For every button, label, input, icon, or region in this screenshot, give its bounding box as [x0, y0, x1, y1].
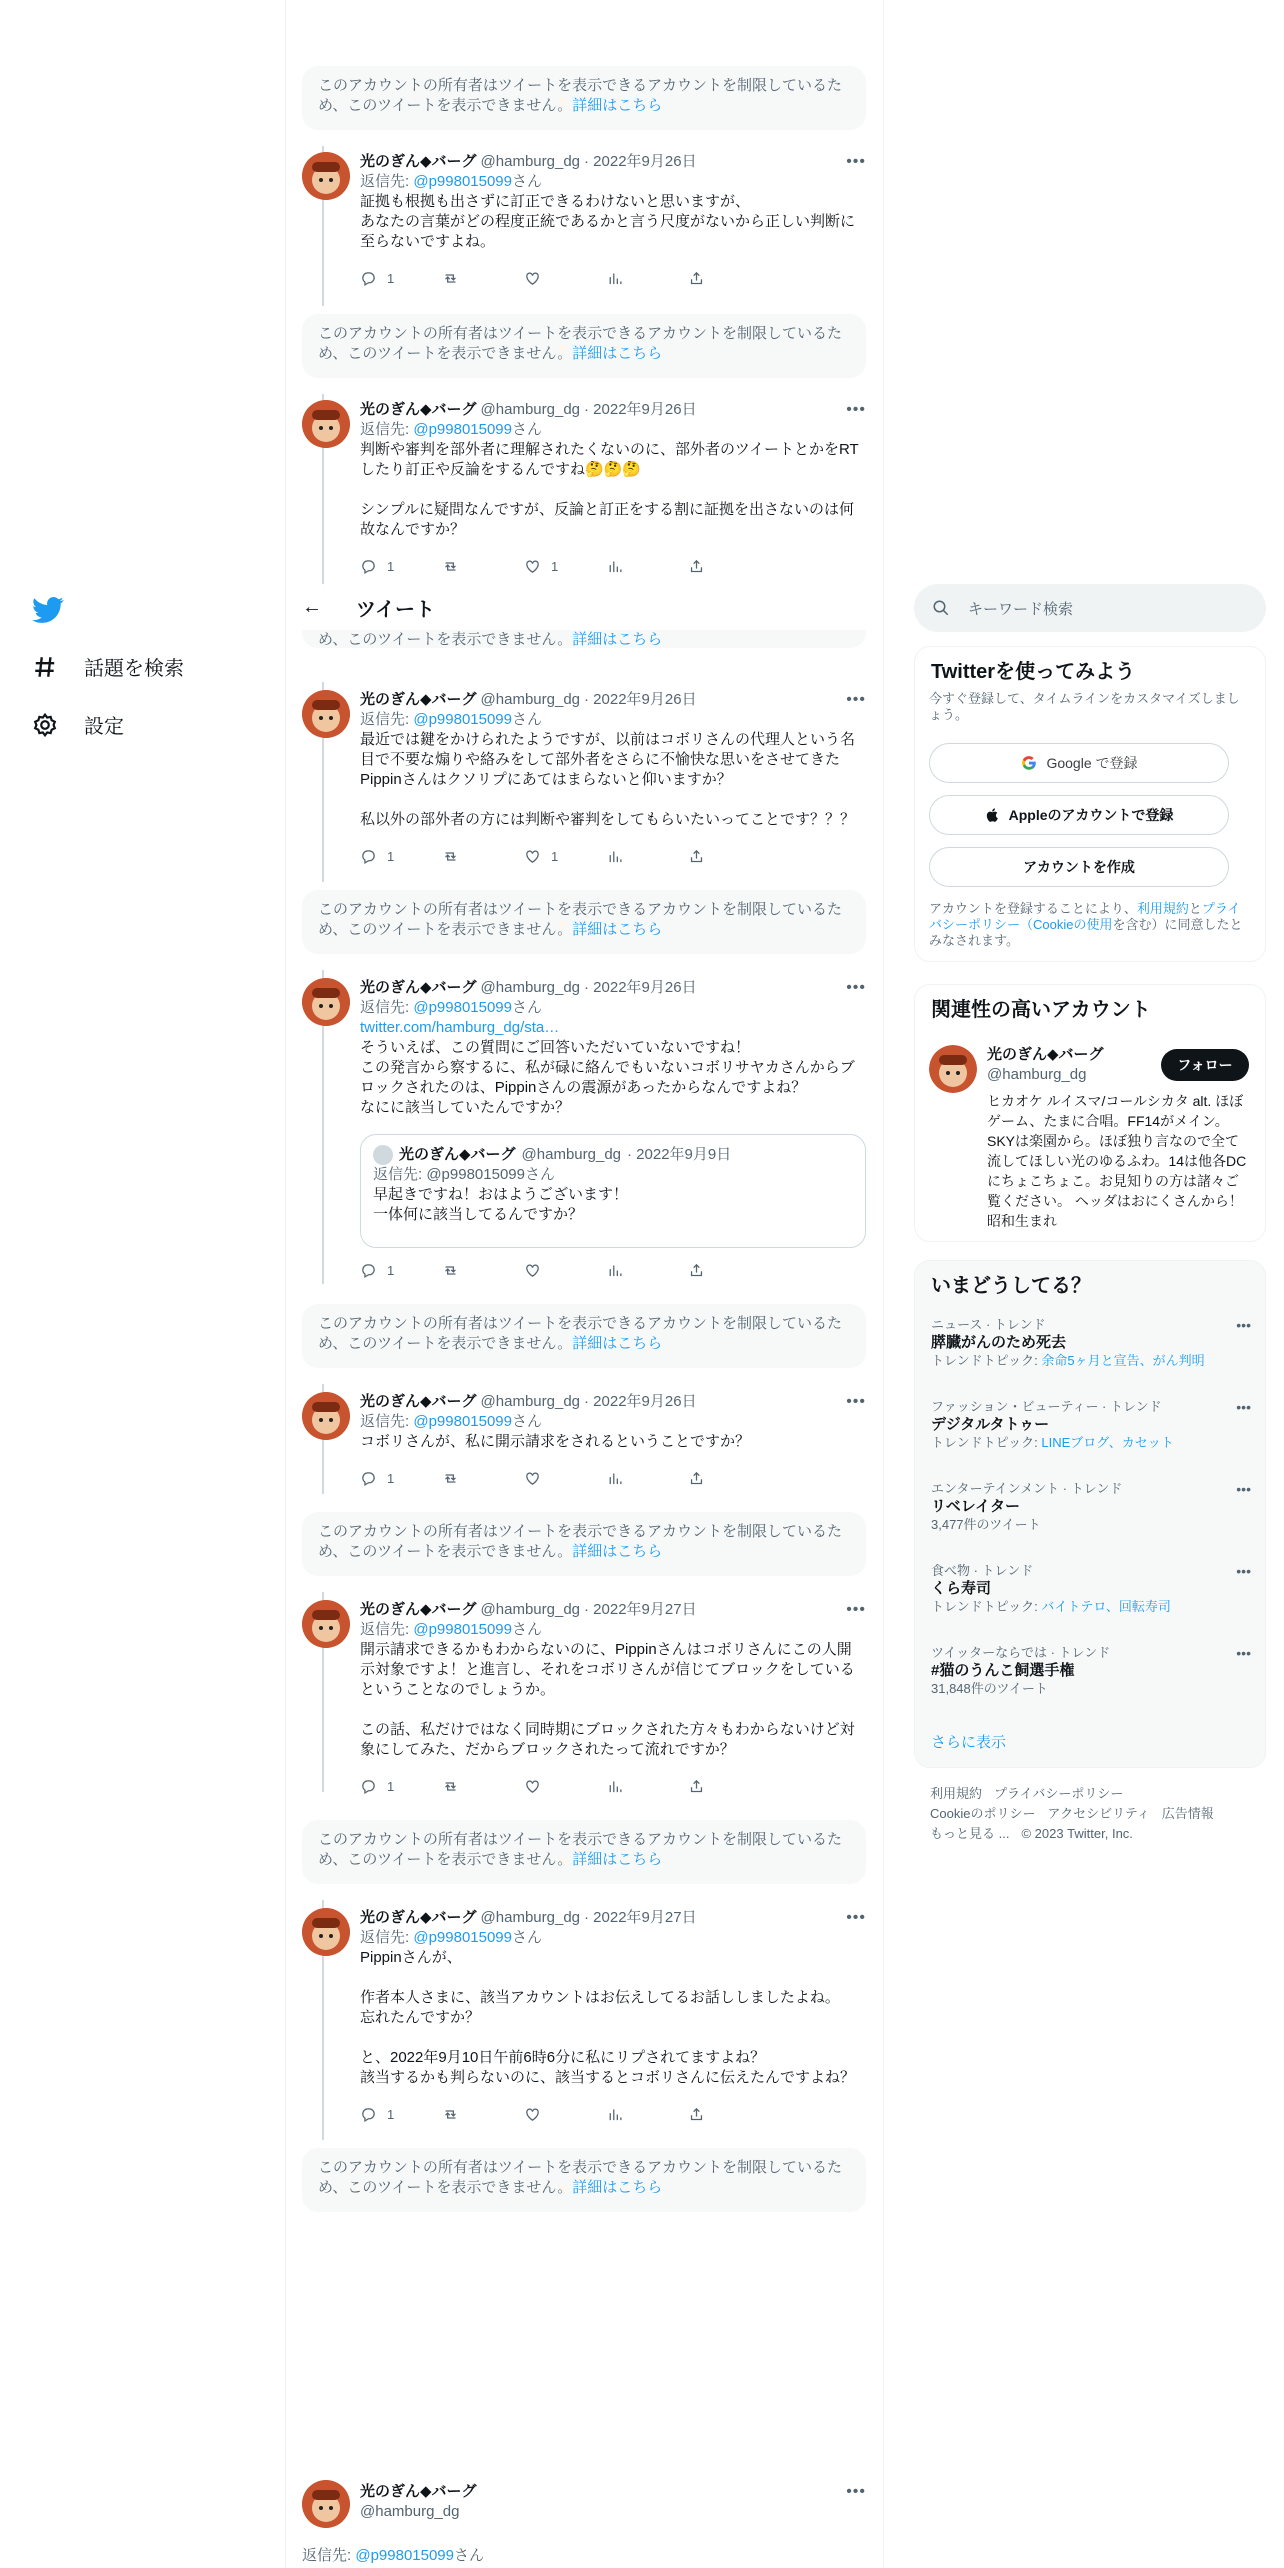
- reply-to: 返信先: @p998015099さん: [360, 1413, 543, 1430]
- retweet-icon: [442, 270, 459, 287]
- retweet-icon: [442, 2106, 459, 2123]
- tweet[interactable]: [302, 1600, 866, 1794]
- author-name[interactable]: 光のぎん◆バーグ: [360, 691, 477, 708]
- quote-date: · 2022年9月9日: [627, 1146, 732, 1163]
- tweet-date[interactable]: · 2022年9月26日: [584, 401, 697, 418]
- avatar[interactable]: [929, 1045, 977, 1093]
- footer-terms[interactable]: 利用規約: [930, 1786, 983, 1801]
- author-handle[interactable]: @hamburg_dg: [480, 401, 581, 418]
- signup-terms: アカウントを登録することにより、利用規約とプライバシーポリシー（Cookieの使用を含む）に同意したとみなされます。: [929, 901, 1243, 948]
- back-arrow-icon[interactable]: ←: [302, 595, 322, 618]
- follow-button[interactable]: フォロー: [1161, 1049, 1249, 1081]
- share-button[interactable]: [688, 268, 770, 288]
- more-icon[interactable]: •••: [1236, 1563, 1251, 1579]
- retweet-button[interactable]: [442, 1260, 524, 1280]
- chart-icon: [606, 1778, 623, 1795]
- quote-avatar: [373, 1145, 393, 1165]
- trends-card: [914, 1260, 1266, 1768]
- retweet-button[interactable]: [442, 1776, 524, 1796]
- retweet-button[interactable]: [442, 846, 524, 866]
- left-navigation: [0, 588, 284, 738]
- footer-copyright: © 2023 Twitter, Inc.: [1021, 1826, 1133, 1841]
- tweet-body: [360, 152, 866, 286]
- retweet-button[interactable]: [442, 268, 524, 288]
- footer-accessibility[interactable]: アクセシビリティ: [1047, 1806, 1150, 1821]
- reply-icon: [360, 1262, 377, 1279]
- footer-cookie[interactable]: Cookieのポリシー: [930, 1806, 1036, 1821]
- views-button[interactable]: [606, 846, 688, 866]
- author-name[interactable]: 光のぎん◆バーグ: [360, 1393, 477, 1410]
- chart-icon: [606, 1262, 623, 1279]
- like-button[interactable]: [524, 1776, 606, 1796]
- signup-desc: 今すぐ登録して、タイムラインをカスタマイズしましょう。: [929, 691, 1240, 722]
- share-button[interactable]: [688, 1776, 770, 1796]
- reply-to: 返信先: @p998015099さん: [360, 711, 543, 728]
- mention-link[interactable]: @p998015099: [413, 1413, 512, 1430]
- reply-to: 返信先: @p998015099さん: [360, 1929, 543, 1946]
- learn-more-link[interactable]: 詳細はこちら: [572, 2179, 663, 2196]
- author-handle[interactable]: @hamburg_dg: [480, 1909, 581, 1926]
- share-icon: [688, 270, 705, 287]
- retweet-icon: [442, 1778, 459, 1795]
- right-column-divider: [883, 0, 884, 2568]
- reply-to: 返信先: @p998015099さん: [360, 999, 543, 1016]
- author-handle[interactable]: @hamburg_dg: [360, 2503, 460, 2520]
- show-more-link[interactable]: さらに表示: [931, 1734, 1007, 1751]
- share-button[interactable]: [688, 1260, 770, 1280]
- avatar[interactable]: [302, 690, 350, 738]
- mention-link[interactable]: @p998015099: [355, 2547, 454, 2564]
- views-button[interactable]: [606, 2104, 688, 2124]
- tweet-text: Pippinさんが、 作者本人さまに、該当アカウントはお伝えしてるお話ししましたよね。 忘れたんですか？ と、2022年9月10日午前6時6分に私にリプされてますよね？ 該当するかも判らないのに、該当するとコボリさんに伝えたんですよね？: [360, 1949, 856, 2086]
- tweet-actions: [360, 1260, 790, 1280]
- tweet-text: コボリさんが、私に開示請求をされるということですか？: [360, 1433, 751, 1450]
- avatar[interactable]: [302, 152, 350, 200]
- avatar[interactable]: [302, 400, 350, 448]
- reply-button[interactable]: 1: [360, 846, 442, 866]
- reply-icon: [360, 1778, 377, 1795]
- share-icon: [688, 848, 705, 865]
- author-name[interactable]: 光のぎん◆バーグ: [360, 1601, 477, 1618]
- tweet-text: 判断や審判を部外者に理解されたくないのに、部外者のツイートとかをRTしたり訂正や反論をするんですね🤔🤔🤔 シンプルに疑問なんですが、反論と訂正をする割に証拠を出さないのは何故なんですか？: [360, 441, 859, 538]
- tweet-body: [360, 1392, 866, 1486]
- views-button[interactable]: [606, 556, 688, 576]
- tweet-actions: [360, 2104, 790, 2124]
- avatar[interactable]: [302, 1600, 350, 1648]
- heart-icon: [524, 270, 541, 287]
- restricted-notice: このアカウントの所有者はツイートを表示できるアカウントを制限しているため、このツイートを表示できません。詳細はこちら: [302, 1304, 866, 1368]
- page-header: [286, 584, 882, 630]
- tweet-date[interactable]: · 2022年9月27日: [584, 1601, 697, 1618]
- tweet[interactable]: [302, 152, 866, 292]
- tweet-date[interactable]: · 2022年9月26日: [584, 691, 697, 708]
- avatar[interactable]: [302, 1908, 350, 1956]
- reply-button[interactable]: 1: [360, 1776, 442, 1796]
- tweet-body: [360, 1908, 866, 2122]
- reply-button[interactable]: 1: [360, 556, 442, 576]
- google-signup-button[interactable]: Google で登録: [929, 743, 1229, 783]
- like-button[interactable]: [524, 2104, 606, 2124]
- author-handle[interactable]: @hamburg_dg: [480, 691, 581, 708]
- author-handle[interactable]: @hamburg_dg: [480, 1393, 581, 1410]
- chart-icon: [606, 2106, 623, 2123]
- apple-signup-button[interactable]: Appleのアカウントで登録: [929, 795, 1229, 835]
- footer-more[interactable]: もっと見る ...: [930, 1826, 1010, 1841]
- chart-icon: [606, 270, 623, 287]
- like-button[interactable]: 1: [524, 556, 606, 576]
- quoted-tweet[interactable]: [360, 1134, 866, 1248]
- related-handle[interactable]: @hamburg_dg: [987, 1066, 1087, 1083]
- reply-button[interactable]: 1: [360, 2104, 442, 2124]
- like-button[interactable]: [524, 268, 606, 288]
- restricted-notice: このアカウントの所有者はツイートを表示できるアカウントを制限しているため、このツイートを表示できません。詳細はこちら: [302, 1512, 866, 1576]
- more-icon[interactable]: •••: [846, 691, 866, 708]
- learn-more-link[interactable]: 詳細はこちら: [572, 921, 663, 938]
- views-button[interactable]: [606, 1776, 688, 1796]
- google-icon: [1020, 754, 1038, 772]
- create-account-button[interactable]: アカウントを作成: [929, 847, 1229, 887]
- tweet-body: [360, 400, 866, 574]
- learn-more-link[interactable]: 詳細はこちら: [572, 97, 663, 114]
- nav-settings[interactable]: [32, 710, 124, 739]
- author-name[interactable]: 光のぎん◆バーグ: [360, 979, 477, 996]
- more-icon[interactable]: •••: [1236, 1481, 1251, 1497]
- quote-author-name: 光のぎん◆バーグ: [399, 1146, 516, 1163]
- more-icon[interactable]: •••: [846, 2483, 866, 2500]
- search-input[interactable]: キーワード検索: [968, 600, 1074, 618]
- tweet-date[interactable]: · 2022年9月26日: [584, 153, 697, 170]
- reply-button[interactable]: 1: [360, 1260, 442, 1280]
- tweet[interactable]: [302, 1908, 866, 2124]
- retweet-icon: [442, 1262, 459, 1279]
- learn-more-link[interactable]: 詳細はこちら: [572, 631, 663, 648]
- quote-author-handle: @hamburg_dg: [521, 1146, 622, 1163]
- share-button[interactable]: [688, 556, 770, 576]
- related-title: 関連性の高いアカウント: [931, 999, 1151, 1021]
- reply-button[interactable]: 1: [360, 1468, 442, 1488]
- nav-settings-label: 設定: [84, 716, 124, 738]
- nav-explore-label: 話題を検索: [84, 658, 184, 680]
- trend-item[interactable]: ニュース · トレンド 膵臓がんのため死去 トレンドトピック: 余命5ヶ月と宣告、がん判明 •••: [931, 1317, 1251, 1368]
- more-icon[interactable]: •••: [1236, 1317, 1251, 1333]
- heart-icon: [524, 2106, 541, 2123]
- tweet[interactable]: [302, 690, 866, 870]
- tweet-feed: [286, 0, 882, 2568]
- retweet-button[interactable]: [442, 1468, 524, 1488]
- quote-text: 早起きですね！おはようございます！ 一体何に該当してるんですか？: [373, 1186, 629, 1223]
- author-name[interactable]: 光のぎん◆バーグ: [360, 153, 477, 170]
- footer-links: [930, 1784, 1250, 1844]
- reply-to: 返信先: @p998015099さん: [302, 2547, 485, 2564]
- signup-card: [914, 646, 1266, 962]
- reply-to: 返信先: @p998015099さん: [360, 421, 543, 438]
- tweet-actions: [360, 1776, 790, 1796]
- related-accounts-card: [914, 984, 1266, 1242]
- learn-more-link[interactable]: 詳細はこちら: [572, 345, 663, 362]
- views-button[interactable]: [606, 268, 688, 288]
- mention-link[interactable]: @p998015099: [413, 421, 512, 438]
- restricted-notice-partial: め、このツイートを表示できません。詳細はこちら: [302, 604, 866, 648]
- trend-item[interactable]: 食べ物 · トレンド くら寿司 トレンドトピック: バイトテロ、回転寿司 •••: [931, 1563, 1251, 1614]
- tweet[interactable]: [302, 400, 866, 580]
- tweet[interactable]: [302, 1392, 866, 1492]
- reply-icon: [360, 1470, 377, 1487]
- privacy-link[interactable]: プライバシーポリシー（Cookieの使用: [929, 901, 1241, 932]
- nav-explore[interactable]: [32, 652, 184, 681]
- more-icon[interactable]: •••: [846, 1909, 866, 1926]
- mention-link[interactable]: @p998015099: [413, 999, 512, 1016]
- retweet-button[interactable]: [442, 2104, 524, 2124]
- tweet-date[interactable]: · 2022年9月27日: [584, 1909, 697, 1926]
- heart-icon: [524, 1470, 541, 1487]
- share-icon: [688, 1262, 705, 1279]
- retweet-button[interactable]: [442, 556, 524, 576]
- chart-icon: [606, 558, 623, 575]
- tweet-body: [360, 1600, 866, 1794]
- like-button[interactable]: [524, 1468, 606, 1488]
- chart-icon: [606, 848, 623, 865]
- quote-reply-to: 返信先: @p998015099さん: [373, 1166, 555, 1183]
- heart-icon: [524, 848, 541, 865]
- related-name[interactable]: 光のぎん◆バーグ: [987, 1046, 1104, 1063]
- tweet-text: そういえば、この質問にご回答いただいていないですね！ この発言から察するに、私が碌に絡んでもいないコボリサヤカさんからブロックされたのは、Pippinさんの震源があったからなんですよね？ なにに該当していたんですか？: [360, 1039, 855, 1116]
- chart-icon: [606, 1470, 623, 1487]
- share-icon: [688, 2106, 705, 2123]
- more-icon[interactable]: •••: [846, 1393, 866, 1410]
- related-bio: ヒカオケ ルイスマ/コールシカタ alt. ほぼゲーム、たまに合唱。FF14がメイン。SKYは楽園から。ほぼ独り言なので全て流してほしい光のゆるふわ。14は他各DCにちょこちょこ。お見知りの方は諸々ご覧ください。 ヘッダはおにくさんから！昭和生まれ: [987, 1093, 1247, 1229]
- trends-title: いまどうしてる？: [931, 1275, 1091, 1297]
- learn-more-link[interactable]: 詳細はこちら: [572, 1335, 663, 1352]
- tweet[interactable]: [302, 978, 866, 1278]
- tweet-actions: [360, 556, 790, 576]
- retweet-icon: [442, 848, 459, 865]
- author-name[interactable]: 光のぎん◆バーグ: [360, 401, 477, 418]
- search-box[interactable]: [914, 584, 1266, 632]
- trend-item[interactable]: ツイッターならでは · トレンド #猫のうんこ飼選手権 31,848件のツイート •••: [931, 1645, 1251, 1696]
- author-name[interactable]: 光のぎん◆バーグ: [360, 2483, 477, 2500]
- restricted-notice: このアカウントの所有者はツイートを表示できるアカウントを制限しているため、このツイートを表示できません。詳細はこちら: [302, 1820, 866, 1884]
- share-icon: [688, 1778, 705, 1795]
- mention-link[interactable]: @p998015099: [413, 1621, 512, 1638]
- tweet-actions: [360, 268, 790, 288]
- tweet-link[interactable]: twitter.com/hamburg_dg/sta…: [360, 1019, 560, 1036]
- avatar[interactable]: [302, 978, 350, 1026]
- learn-more-link[interactable]: 詳細はこちら: [572, 1543, 663, 1560]
- trend-item[interactable]: ファッション・ビューティー · トレンド デジタルタトゥー トレンドトピック: LINEブログ、カセット •••: [931, 1399, 1251, 1450]
- restricted-notice: このアカウントの所有者はツイートを表示できるアカウントを制限しているため、このツイートを表示できません。詳細はこちら: [302, 890, 866, 954]
- more-icon[interactable]: •••: [1236, 1645, 1251, 1661]
- like-button[interactable]: [524, 1260, 606, 1280]
- search-icon: [932, 599, 950, 617]
- tweet-body: [360, 690, 866, 864]
- more-icon[interactable]: •••: [846, 153, 866, 170]
- reply-to: 返信先: @p998015099さん: [360, 173, 543, 190]
- restricted-notice: このアカウントの所有者はツイートを表示できるアカウントを制限しているため、このツイートを表示できません。詳細はこちら: [302, 66, 866, 130]
- more-icon[interactable]: •••: [846, 401, 866, 418]
- hashtag-icon: [32, 654, 58, 680]
- avatar[interactable]: [302, 1392, 350, 1440]
- share-icon: [688, 558, 705, 575]
- author-handle[interactable]: @hamburg_dg: [480, 1601, 581, 1618]
- apple-icon: [985, 807, 1001, 823]
- heart-icon: [524, 1778, 541, 1795]
- learn-more-link[interactable]: 詳細はこちら: [572, 1851, 663, 1868]
- like-button[interactable]: 1: [524, 846, 606, 866]
- reply-icon: [360, 848, 377, 865]
- tweet-actions: [360, 1468, 790, 1488]
- tweet-text: 証拠も根拠も出さずに訂正できるわけないと思いますが、 あなたの言葉がどの程度正統であるかと言う尺度がないから正しい判断に至らないですよね。: [360, 193, 856, 250]
- tweet-date[interactable]: · 2022年9月26日: [584, 979, 697, 996]
- tweet-text: 開示請求できるかもわからないのに、Pippinさんはコボリさんにこの人開示対象ですよ！と進言し、それをコボリさんが信じてブロックをしているということなのでしょうか。 この話、私だけではなく同時期にブロックされた方々もわからないけど対象にしてみた、だからブロックされたって流れですか？: [360, 1641, 855, 1758]
- retweet-icon: [442, 558, 459, 575]
- mention-link[interactable]: @p998015099: [413, 1929, 512, 1946]
- author-name[interactable]: 光のぎん◆バーグ: [360, 1909, 477, 1926]
- mention-link[interactable]: @p998015099: [413, 711, 512, 728]
- views-button[interactable]: [606, 1468, 688, 1488]
- share-button[interactable]: [688, 1468, 770, 1488]
- restricted-notice: このアカウントの所有者はツイートを表示できるアカウントを制限しているため、このツイートを表示できません。詳細はこちら: [302, 2148, 866, 2212]
- tweet-text: 最近では鍵をかけられたようですが、以前はコボリさんの代理人という名目で不要な煽りや絡みをして部外者をさらに不愉快な思いをさせてきたPippinさんはクソリプにあてはまらないと仰いますか？ 私以外の部外者の方には判断や審判をしてもらいたいってことです？？？: [360, 731, 856, 828]
- page-title: ツイート: [356, 598, 435, 621]
- gear-icon: [32, 712, 58, 738]
- reply-icon: [360, 270, 377, 287]
- tweet-body: [360, 978, 866, 1118]
- terms-link[interactable]: 利用規約: [1136, 901, 1189, 916]
- share-icon: [688, 1470, 705, 1487]
- retweet-icon: [442, 1470, 459, 1487]
- trend-item[interactable]: エンターテインメント · トレンド リベレイター 3,477件のツイート •••: [931, 1481, 1251, 1532]
- twitter-logo-icon[interactable]: [32, 594, 64, 626]
- author-handle[interactable]: @hamburg_dg: [480, 979, 581, 996]
- avatar[interactable]: [302, 2480, 350, 2528]
- more-icon[interactable]: •••: [846, 1601, 866, 1618]
- author-handle[interactable]: @hamburg_dg: [480, 153, 581, 170]
- tweet-date[interactable]: · 2022年9月26日: [584, 1393, 697, 1410]
- reply-button[interactable]: 1: [360, 268, 442, 288]
- heart-icon: [524, 1262, 541, 1279]
- footer-privacy[interactable]: プライバシーポリシー: [994, 1786, 1124, 1801]
- footer-ads[interactable]: 広告情報: [1161, 1806, 1214, 1821]
- more-icon[interactable]: •••: [1236, 1399, 1251, 1415]
- signup-title: Twitterを使ってみよう: [931, 661, 1136, 683]
- share-button[interactable]: [688, 846, 770, 866]
- more-icon[interactable]: •••: [846, 979, 866, 996]
- views-button[interactable]: [606, 1260, 688, 1280]
- share-button[interactable]: [688, 2104, 770, 2124]
- reply-icon: [360, 2106, 377, 2123]
- reply-to: 返信先: @p998015099さん: [360, 1621, 543, 1638]
- reply-icon: [360, 558, 377, 575]
- mention-link[interactable]: @p998015099: [413, 173, 512, 190]
- restricted-notice: このアカウントの所有者はツイートを表示できるアカウントを制限しているため、このツイートを表示できません。詳細はこちら: [302, 314, 866, 378]
- heart-icon: [524, 558, 541, 575]
- tweet-actions: [360, 846, 790, 866]
